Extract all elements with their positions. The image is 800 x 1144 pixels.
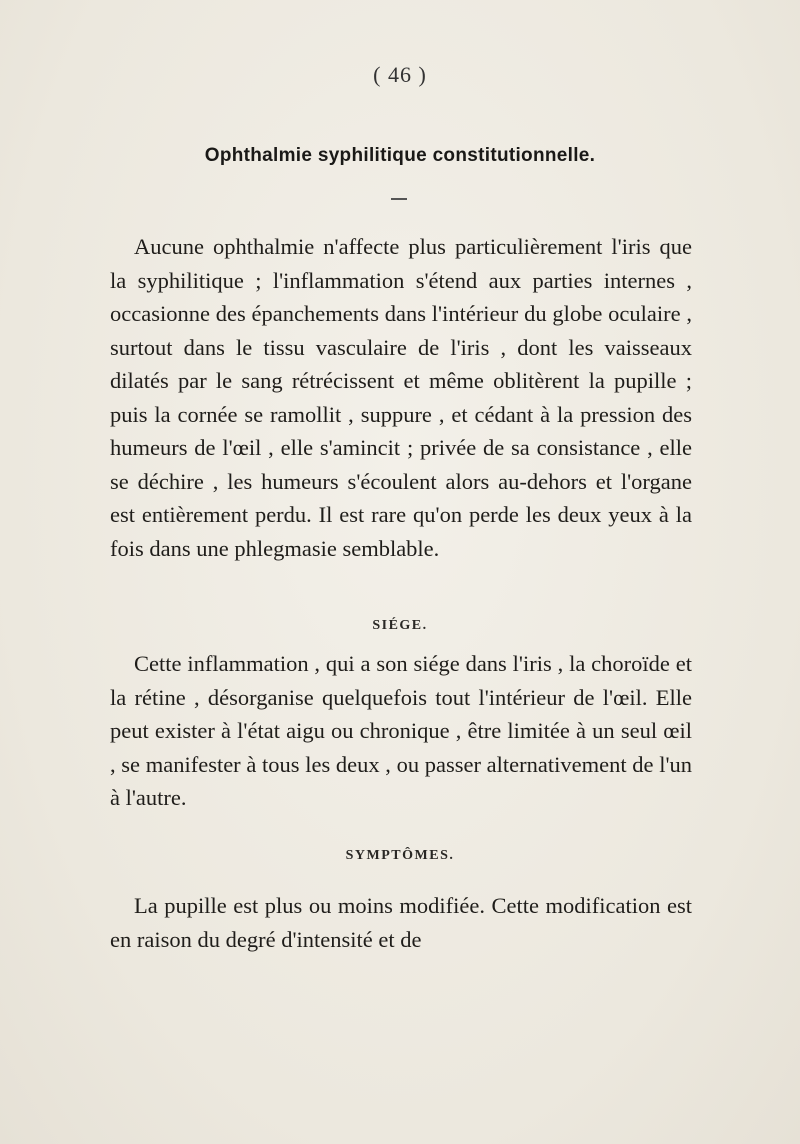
body-paragraph-1: Aucune ophthalmie n'affecte plus particulièrement l'iris que la syphilitique ; l'inflammation s'étend aux parties internes , occasionne des épanchements dans l'intérieur du globe oculaire , surtout dans le tissu vasculaire de l'iris , dont les vaisseaux dilatés par le sang rétrécissent et même oblitèrent la pupille ; puis la cornée se ramollit , suppure , et cédant à la pression des humeurs de l'œil , elle s'amincit ; privée de sa consistance , elle se déchire , les humeurs s'écoulent alors au-dehors et l'organe est entièrement perdu. Il est rare qu'on perde les deux yeux à la fois dans une phlegmasie semblable. <box>110 234 692 561</box>
subheading-symptomes: SYMPTÔMES. <box>345 848 455 863</box>
page-number: ( 46 ) <box>373 62 427 87</box>
section-heading: Ophthalmie syphilitique constitutionnelle. <box>204 145 596 166</box>
body-paragraph-3: La pupille est plus ou moins modifiée. Cette modification est en raison du degré d'intensité et de <box>110 893 692 952</box>
body-paragraph-2: Cette inflammation , qui a son siége dans l'iris , la choroïde et la rétine , désorganise quelquefois tout l'intérieur de l'œil. Elle peut exister à l'état aigu ou chronique , être limitée à un seul œil , se manifester à tous les deux , ou passer alternativement de l'un à l'autre. <box>110 651 692 810</box>
subheading-siege: SIÉGE. <box>372 618 428 633</box>
heading-divider <box>391 198 407 200</box>
